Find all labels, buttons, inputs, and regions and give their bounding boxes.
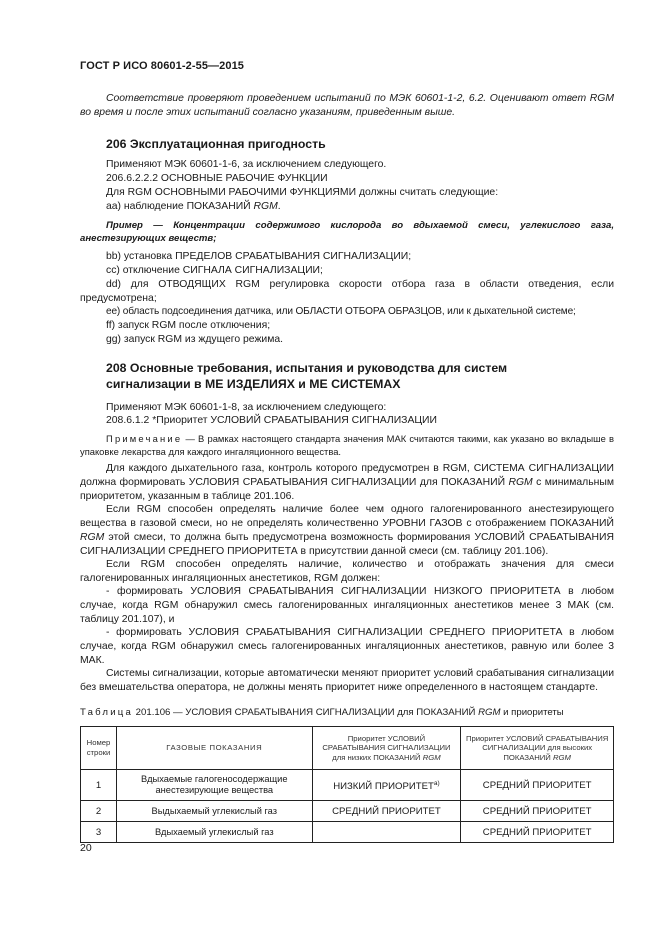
intro-paragraph bbox=[80, 92, 614, 120]
header-high-text: Приоритет УСЛОВИЙ СРАБАТЫВАНИЯ СИГНАЛИЗАЦИИ для высоких ПОКАЗАНИЙ bbox=[465, 733, 609, 762]
list-item-bb: bb) установка ПРЕДЕЛОВ СРАБАТЫВАНИЯ СИГНАЛИЗАЦИИ; bbox=[106, 251, 412, 262]
list-item-cc: cc) отключение СИГНАЛА СИГНАЛИЗАЦИИ; bbox=[106, 265, 323, 276]
table-caption-end: и приоритеты bbox=[500, 707, 564, 718]
table-caption-rgm: RGM bbox=[478, 707, 501, 718]
cell-gas: Вдыхаемый углекислый газ bbox=[116, 822, 312, 843]
paragraph-4: Системы сигнализации, которые автоматически меняют приоритет условий срабатывания сигнализации без вмешательства оператора, не должны менять приоритет ниже определенного в настоящем стандарте. bbox=[80, 668, 614, 693]
page-number: 20 bbox=[80, 842, 92, 854]
header-low-rgm: RGM bbox=[422, 752, 441, 762]
list-item-aa-end: . bbox=[277, 201, 281, 212]
header-high-rgm: RGM bbox=[552, 752, 571, 762]
paragraph-2-text-a: Если RGM способен определять наличие более чем одного галогенированного анестезирующего вещества в газовой смеси, но не определять количественно УРОВНИ ГАЗОВ с отображением ПОКАЗАНИЙ bbox=[80, 504, 614, 529]
cell-high-priority: СРЕДНИЙ ПРИОРИТЕТ bbox=[461, 822, 614, 843]
bullet-medium-priority: - формировать УСЛОВИЯ СРАБАТЫВАНИЯ СИГНАЛИЗАЦИИ СРЕДНЕГО ПРИОРИТЕТА в любом случае, когда RGM обнаружил смесь галогенированных ингаляционных анестетиков, равную или более 3 МАК. bbox=[80, 627, 614, 666]
footnote-marker: а) bbox=[433, 779, 440, 787]
section-208-heading-line-2: сигнализации в МЕ ИЗДЕЛИЯХ и МЕ СИСТЕМАХ bbox=[106, 377, 401, 391]
section-206-heading: 206 Эксплуатационная пригодность bbox=[106, 137, 326, 151]
header-row-number: Номер строки bbox=[81, 727, 117, 770]
table-row bbox=[81, 770, 614, 801]
paragraph-2 bbox=[80, 503, 614, 559]
paragraph-1-rgm: RGM bbox=[508, 476, 533, 488]
header-gas-readings: ГАЗОВЫЕ ПОКАЗАНИЯ bbox=[116, 727, 312, 770]
paragraph-1 bbox=[80, 462, 614, 504]
cell-gas: Выдыхаемый углекислый газ bbox=[116, 801, 312, 822]
cell-row-number: 1 bbox=[81, 770, 117, 801]
table-caption-label: Таблица bbox=[80, 707, 134, 718]
table-caption-text: 201.106 — УСЛОВИЯ СРАБАТЫВАНИЯ СИГНАЛИЗАЦИИ для ПОКАЗАНИЙ bbox=[133, 707, 479, 718]
table-row bbox=[81, 801, 614, 822]
list-item-aa bbox=[106, 200, 281, 214]
cell-low-priority: СРЕДНИЙ ПРИОРИТЕТ bbox=[312, 801, 461, 822]
note-text: — В рамках настоящего стандарта значения МАК считаются такими, как указано во вкладыше в упаковке лекарства для каждого ингаляционного вещества. bbox=[80, 433, 614, 457]
list-item-aa-text: aa) наблюдение ПОКАЗАНИЙ bbox=[106, 201, 254, 212]
section-208-line-1: Применяют МЭК 60601-1-8, за исключением следующего: bbox=[106, 402, 387, 413]
priority-table bbox=[80, 726, 614, 843]
paragraph-2-rgm: RGM bbox=[80, 531, 105, 543]
cell-high-priority: СРЕДНИЙ ПРИОРИТЕТ bbox=[461, 801, 614, 822]
list-item-gg: gg) запуск RGM из ждущего режима. bbox=[106, 334, 284, 345]
section-206-line-2: 206.6.2.2.2 ОСНОВНЫЕ РАБОЧИЕ ФУНКЦИИ bbox=[106, 173, 328, 184]
cell-row-number: 2 bbox=[81, 801, 117, 822]
paragraph-1-text-b: с минимальным приоритетом, указанным в таблице 201.106. bbox=[80, 476, 614, 502]
table-caption bbox=[80, 707, 564, 718]
header-low-priority bbox=[312, 727, 461, 770]
list-item-ee: ee) область подсоединения датчика, или ОБЛАСТИ ОТБОРА ОБРАЗЦОВ, или к дыхательной системе; bbox=[106, 306, 576, 317]
header-high-priority bbox=[461, 727, 614, 770]
note-paragraph bbox=[80, 433, 614, 458]
cell-low-text: НИЗКИЙ ПРИОРИТЕТ bbox=[333, 781, 434, 793]
note-label: Примечание bbox=[106, 433, 183, 444]
paragraph-2-text-b: этой смеси, то должна быть предусмотрена возможность формирования УСЛОВИЙ СРАБАТЫВАНИЯ СИГНАЛИЗАЦИИ СРЕДНЕГО ПРИОРИТЕТА в присутствии данной смеси (см. таблицу 201.106). bbox=[80, 531, 614, 557]
table-header-row bbox=[81, 727, 614, 770]
list-item-dd: dd) для ОТВОДЯЩИХ RGM регулировка скорости отбора газа в области отведения, если предусмотрена; bbox=[80, 279, 614, 304]
section-208-line-2: 208.6.1.2 *Приоритет УСЛОВИЙ СРАБАТЫВАНИЯ СИГНАЛИЗАЦИИ bbox=[106, 415, 437, 426]
list-item-aa-rgm: RGM bbox=[253, 201, 278, 212]
paragraph-3: Если RGM способен определять наличие, количество и отображать значения для смеси галогенированных ингаляционных анестетиков, RGM должен: bbox=[80, 559, 614, 584]
cell-row-number: 3 bbox=[81, 822, 117, 843]
table-row bbox=[81, 822, 614, 843]
section-208-heading-line-1: 208 Основные требования, испытания и руководства для систем bbox=[106, 361, 508, 375]
example-note: Пример — Концентрации содержимого кислорода во вдыхаемой смеси, углекислого газа, анестезирующих веществ; bbox=[80, 220, 614, 244]
list-item-ff: ff) запуск RGM после отключения; bbox=[106, 320, 271, 331]
cell-low-priority bbox=[312, 770, 461, 801]
section-206-line-3: Для RGM ОСНОВНЫМИ РАБОЧИМИ ФУНКЦИЯМИ должны считать следующие: bbox=[106, 187, 499, 198]
intro-text: Соответствие проверяют проведением испытаний по МЭК 60601-1-2, 6.2. Оценивают ответ RGM во время и после этих испытаний согласно указаниям, приведенным выше. bbox=[80, 93, 614, 118]
header-low-text: Приоритет УСЛОВИЙ СРАБАТЫВАНИЯ СИГНАЛИЗАЦИИ для низких ПОКАЗАНИЙ bbox=[322, 733, 451, 762]
cell-gas: Вдыхаемые галогеносодержащие анестезирующие вещества bbox=[116, 770, 312, 801]
bullet-low-priority: - формировать УСЛОВИЯ СРАБАТЫВАНИЯ СИГНАЛИЗАЦИИ НИЗКОГО ПРИОРИТЕТА в любом случае, когда RGM обнаружил смесь галогенированных ингаляционных анестетиков менее 3 МАК (см. таблицу 201.107), и bbox=[80, 586, 614, 625]
cell-high-priority: СРЕДНИЙ ПРИОРИТЕТ bbox=[461, 770, 614, 801]
paragraph-1-text-a: Для каждого дыхательного газа, контроль которого предусмотрен в RGM, СИСТЕМА СИГНАЛИЗАЦИИ должна формировать УСЛОВИЯ СРАБАТЫВАНИЯ СИГНАЛИЗАЦИИ для ПОКАЗАНИЙ bbox=[80, 463, 614, 488]
cell-low-priority bbox=[312, 822, 461, 843]
section-206-line-1: Применяют МЭК 60601-1-6, за исключением следующего. bbox=[106, 159, 387, 170]
document-header: ГОСТ Р ИСО 80601-2-55—2015 bbox=[80, 60, 245, 72]
